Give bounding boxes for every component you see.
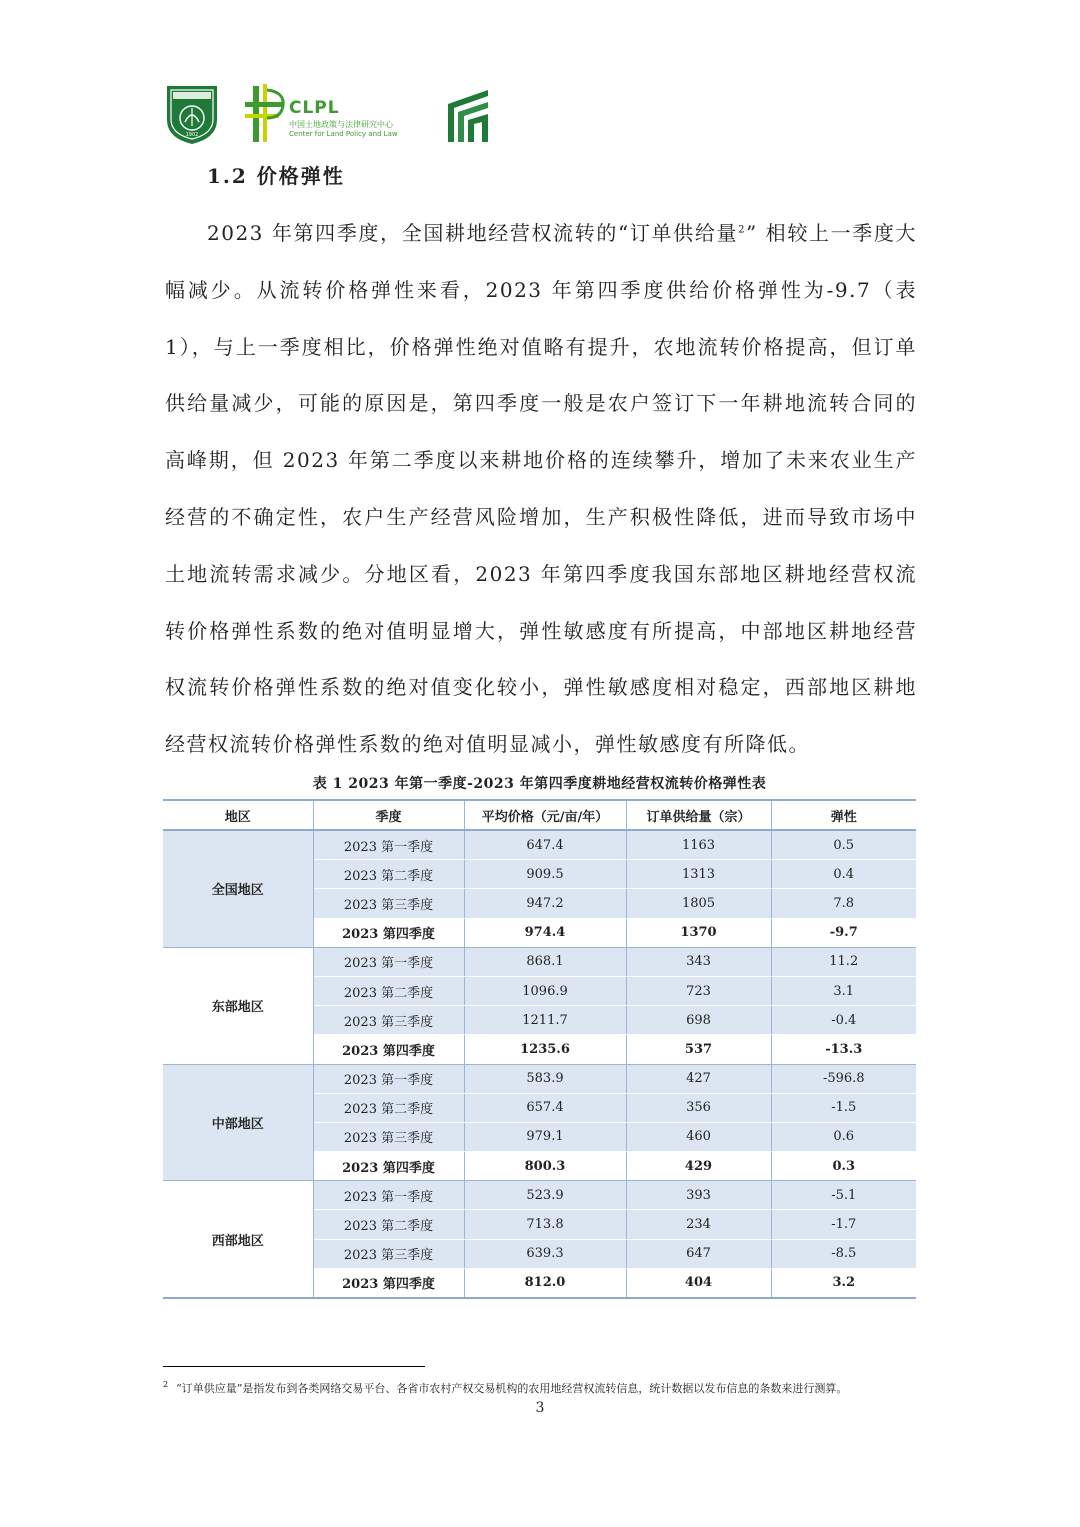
region-cell: 西部地区 [163,1181,313,1298]
elasticity-cell: 0.5 [771,830,916,860]
supply-cell: 1163 [626,830,771,860]
price-cell: 639.3 [464,1239,626,1268]
supply-cell: 427 [626,1064,771,1093]
quarter-cell: 2023 第四季度 [313,918,464,947]
quarter-cell: 2023 第三季度 [313,1006,464,1035]
quarter-cell: 2023 第一季度 [313,830,464,860]
seal-year: 1902 [185,132,199,138]
quarter-cell: 2023 第二季度 [313,860,464,889]
university-seal-logo [163,82,221,146]
body-paragraph [165,205,917,773]
supply-cell: 393 [626,1181,771,1210]
price-cell: 974.4 [464,918,626,947]
region-cell: 全国地区 [163,830,313,947]
elasticity-cell: 3.2 [771,1268,916,1298]
clpl-english-name: Center for Land Policy and Law [289,130,398,138]
page-number: 3 [535,1400,545,1416]
price-cell: 909.5 [464,860,626,889]
supply-cell: 647 [626,1239,771,1268]
clpl-logo [245,82,420,146]
header-quarter: 季度 [313,800,464,830]
table-row [163,1064,916,1093]
footnote-mark: 2 [163,1380,169,1390]
price-cell: 812.0 [464,1268,626,1298]
elasticity-cell: 0.3 [771,1152,916,1181]
price-cell: 868.1 [464,947,626,976]
quarter-cell: 2023 第一季度 [313,1181,464,1210]
paragraph-part-2: ” 相较上一季度大幅减少。从流转价格弹性来看，2023 年第四季度供给价格弹性为-9.7（表 1），与上一季度相比，价格弹性绝对值略有提升，农地流转价格提高，但订单供给量减少，可能的原因是，第四季度一般是农户签订下一年耕地流转合同的高峰期，但 2023 年第二季度以来耕地价格的连续攀升，增加了未来农业生产经营的不确定性，农户生产经营风险增加，生产积极性降低，进而导致市场中土地流转需求减少。分地区看，2023 年第四季度我国东部地区耕地经营权流转价格弹性系数的绝对值明显增大，弹性敏感度有所提高，中部地区耕地经营权流转价格弹性系数的绝对值变化较小，弹性敏感度相对稳定，西部地区耕地经营权流转价格弹性系数的绝对值明显减小，弹性敏感度有所降低。 [165,221,917,757]
supply-cell: 537 [626,1035,771,1064]
header-region: 地区 [163,800,313,830]
price-cell: 1235.6 [464,1035,626,1064]
quarter-cell: 2023 第三季度 [313,889,464,918]
header-elasticity: 弹性 [771,800,916,830]
elasticity-cell: -13.3 [771,1035,916,1064]
table-header-row [163,800,916,830]
supply-cell: 234 [626,1210,771,1239]
section-heading: 1.2 价格弹性 [207,164,345,188]
quarter-cell: 2023 第二季度 [313,1093,464,1122]
elasticity-cell: 0.6 [771,1122,916,1151]
price-cell: 523.9 [464,1181,626,1210]
paragraph-part-1: 2023 年第四季度，全国耕地经营权流转的“订单供给量 [207,221,739,245]
supply-cell: 356 [626,1093,771,1122]
elasticity-cell: -8.5 [771,1239,916,1268]
price-cell: 647.4 [464,830,626,860]
table-row [163,947,916,976]
quarter-cell: 2023 第一季度 [313,1064,464,1093]
price-cell: 800.3 [464,1152,626,1181]
supply-cell: 429 [626,1152,771,1181]
supply-cell: 723 [626,976,771,1005]
institute-logo [446,86,491,142]
price-cell: 979.1 [464,1122,626,1151]
quarter-cell: 2023 第三季度 [313,1239,464,1268]
header-order-supply: 订单供给量（宗） [626,800,771,830]
elasticity-cell: -5.1 [771,1181,916,1210]
supply-cell: 404 [626,1268,771,1298]
elasticity-cell: -0.4 [771,1006,916,1035]
price-cell: 713.8 [464,1210,626,1239]
table-row [163,1181,916,1210]
quarter-cell: 2023 第四季度 [313,1152,464,1181]
supply-cell: 1370 [626,918,771,947]
elasticity-cell: 7.8 [771,889,916,918]
elasticity-cell: 11.2 [771,947,916,976]
supply-cell: 1805 [626,889,771,918]
price-cell: 947.2 [464,889,626,918]
elasticity-cell: -1.7 [771,1210,916,1239]
footnote-text: “订单供应量”是指发布到各类网络交易平台、各省市农村产权交易机构的农用地经营权流转信息，统计数据以发布信息的条数来进行测算。 [176,1382,848,1395]
elasticity-cell: 0.4 [771,860,916,889]
elasticity-cell: -1.5 [771,1093,916,1122]
price-cell: 1096.9 [464,976,626,1005]
footnote [163,1380,923,1396]
elasticity-cell: -596.8 [771,1064,916,1093]
clpl-title: CLPL [289,98,340,118]
quarter-cell: 2023 第二季度 [313,976,464,1005]
supply-cell: 1313 [626,860,771,889]
quarter-cell: 2023 第三季度 [313,1122,464,1151]
quarter-cell: 2023 第一季度 [313,947,464,976]
clpl-emblem-icon [245,82,287,146]
price-cell: 1211.7 [464,1006,626,1035]
quarter-cell: 2023 第四季度 [313,1268,464,1298]
header-avg-price: 平均价格（元/亩/年） [464,800,626,830]
supply-cell: 698 [626,1006,771,1035]
region-cell: 东部地区 [163,947,313,1064]
price-cell: 657.4 [464,1093,626,1122]
quarter-cell: 2023 第四季度 [313,1035,464,1064]
elasticity-cell: -9.7 [771,918,916,947]
table-caption: 表 1 2023 年第一季度-2023 年第四季度耕地经营权流转价格弹性表 [312,776,767,792]
region-cell: 中部地区 [163,1064,313,1181]
clpl-chinese-name: 中国土地政策与法律研究中心 [289,120,393,129]
elasticity-cell: 3.1 [771,976,916,1005]
price-cell: 583.9 [464,1064,626,1093]
supply-cell: 343 [626,947,771,976]
price-elasticity-table [163,799,916,1299]
supply-cell: 460 [626,1122,771,1151]
quarter-cell: 2023 第二季度 [313,1210,464,1239]
footnote-divider [163,1366,425,1367]
table-row [163,830,916,860]
footnote-reference[interactable]: 2 [738,224,746,236]
